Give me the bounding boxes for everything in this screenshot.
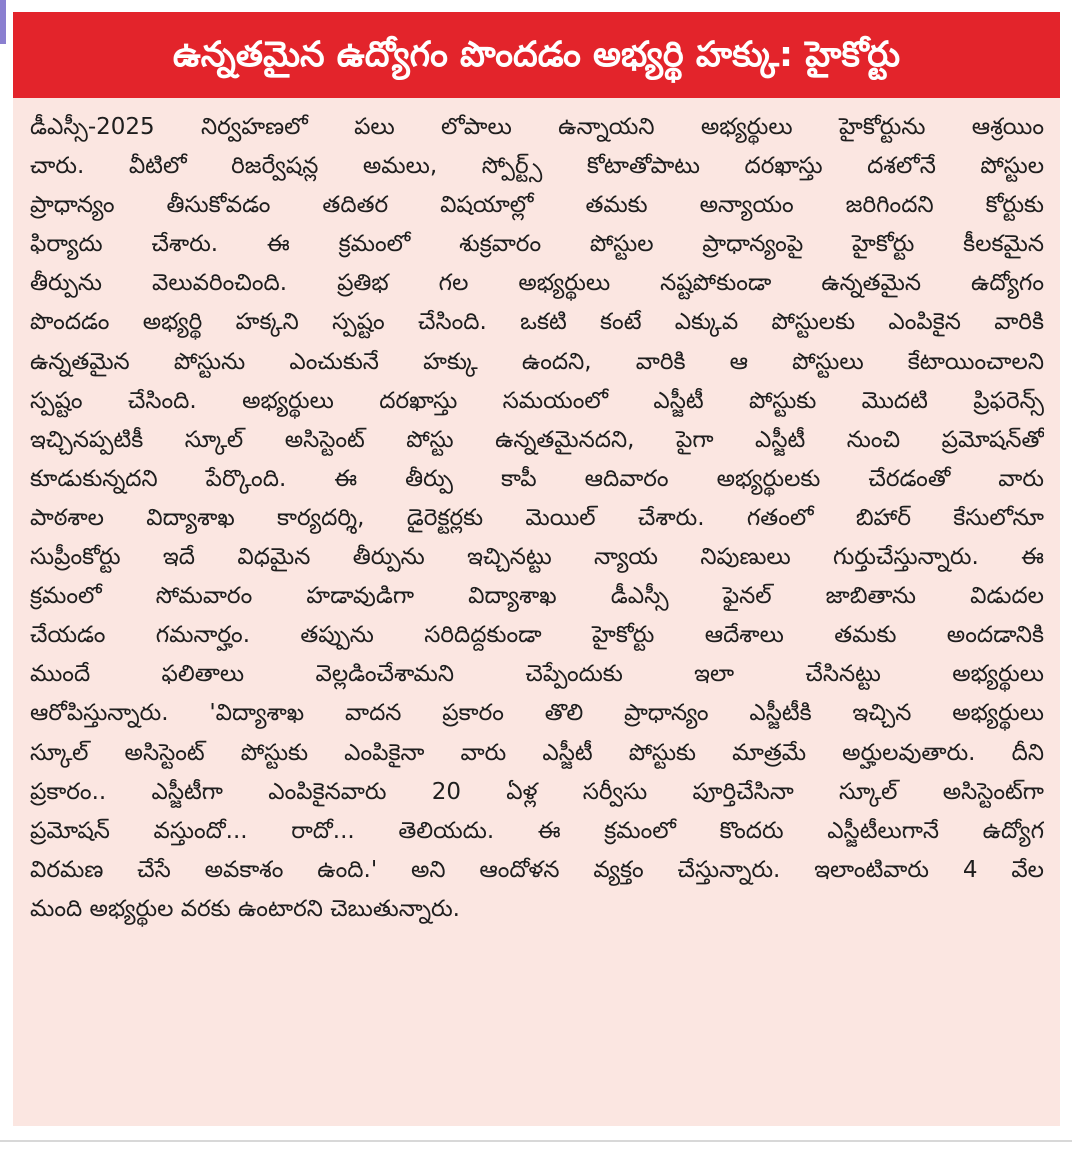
article-line: డీఎస్సీ-2025 నిర్వహణలో పలు లోపాలు ఉన్నాయని అభ్యర్థులు హైకోర్టును ఆశ్రయిం <box>30 114 1044 140</box>
article-line-last: మంది అభ్యర్థుల వరకు ఉంటారని చెబుతున్నారు. <box>30 895 460 922</box>
article-line: చేయడం గమనార్హం. తప్పును సరిదిద్దకుండా హైకోర్టు ఆదేశాలు తమకు అందడానికి <box>30 622 1044 649</box>
article-line: ప్రాధాన్యం తీసుకోవడం తదితర విషయాల్లో తమకు అన్యాయం జరిగిందని కోర్టుకు <box>30 192 1044 219</box>
article-line: ప్రమోషన్ వస్తుందో... రాదో... తెలియదు. ఈ క్రమంలో కొందరు ఎస్జీటీలుగానే ఉద్యోగ <box>30 817 1044 844</box>
article-body <box>30 108 1044 1108</box>
article-line: కూడుకున్నదని పేర్కొంది. ఈ తీర్పు కాపీ ఆదివారం అభ్యర్థులకు చేరడంతో వారు <box>30 465 1044 492</box>
article-line: తీర్పును వెలువరించింది. ప్రతిభ గల అభ్యర్థులు నష్టపోకుండా ఉన్నతమైన ఉద్యోగం <box>30 270 1044 297</box>
article-line: విరమణ చేసే అవకాశం ఉంది.' అని ఆందోళన వ్యక్తం చేస్తున్నారు. ఇలాంటివారు 4 వేల <box>30 856 1044 883</box>
article-line: ఫిర్యాదు చేశారు. ఈ క్రమంలో శుక్రవారం పోస్టుల ప్రాధాన్యంపై హైకోర్టు కీలకమైన <box>30 231 1044 258</box>
article-line: స్కూల్ అసిస్టెంట్ పోస్టుకు ఎంపికైనా వారు ఎస్జీటీ పోస్టుకు మాత్రమే అర్హులవుతారు. దీని <box>30 739 1044 766</box>
article-line: పాఠశాల విద్యాశాఖ కార్యదర్శి, డైరెక్టర్లకు మెయిల్ చేశారు. గతంలో బిహార్ కేసులోనూ <box>30 504 1044 531</box>
headline: ఉన్నతమైన ఉద్యోగం పొందడం అభ్యర్థి హక్కు: హైకోర్టు <box>172 35 901 75</box>
article-line: ఉన్నతమైన పోస్టును ఎంచుకునే హక్కు ఉందని, వారికి ఆ పోస్టులు కేటాయించాలని <box>30 348 1044 375</box>
bottom-divider <box>0 1140 1072 1142</box>
article-line: ఇచ్చినప్పటికీ స్కూల్ అసిస్టెంట్ పోస్టు ఉన్నతమైనదని, పైగా ఎస్జీటీ నుంచి ప్రమోషన్‌తో <box>30 426 1044 453</box>
headline-bar <box>13 12 1060 98</box>
article-line: పొందడం అభ్యర్థి హక్కని స్పష్టం చేసింది. ఒకటి కంటే ఎక్కువ పోస్టులకు ఎంపికైన వారికి <box>30 309 1044 336</box>
article-line: సుప్రీంకోర్టు ఇదే విధమైన తీర్పును ఇచ్చినట్టు న్యాయ నిపుణులు గుర్తుచేస్తున్నారు. ఈ <box>30 544 1044 571</box>
article-line: ప్రకారం.. ఎస్జీటీగా ఎంపికైనవారు 20 ఏళ్ల సర్వీసు పూర్తిచేసినా స్కూల్ అసిస్టెంట్‌గా <box>30 778 1044 805</box>
news-clipping <box>13 12 1060 1126</box>
article-line: ముందే ఫలితాలు వెల్లడించేశామని చెప్పేందుకు ఇలా చేసినట్టు అభ్యర్థులు <box>30 661 1044 688</box>
article-line: క్రమంలో సోమవారం హడావుడిగా విద్యాశాఖ డీఎస్సీ ఫైనల్ జాబితాను విడుదల <box>30 583 1044 610</box>
left-accent-strip <box>0 0 6 44</box>
article-line: స్పష్టం చేసింది. అభ్యర్థులు దరఖాస్తు సమయంలో ఎస్జీటీ పోస్టుకు మొదటి ప్రిఫరెన్స్ <box>30 387 1044 414</box>
article-line: చారు. వీటిలో రిజర్వేషన్ల అమలు, స్పోర్ట్స్ కోటాతోపాటు దరఖాస్తు దశలోనే పోస్టుల <box>30 153 1044 180</box>
article-line: ఆరోపిస్తున్నారు. 'విద్యాశాఖ వాదన ప్రకారం తొలి ప్రాధాన్యం ఎస్జీటీకి ఇచ్చిన అభ్యర్థులు <box>30 700 1044 727</box>
